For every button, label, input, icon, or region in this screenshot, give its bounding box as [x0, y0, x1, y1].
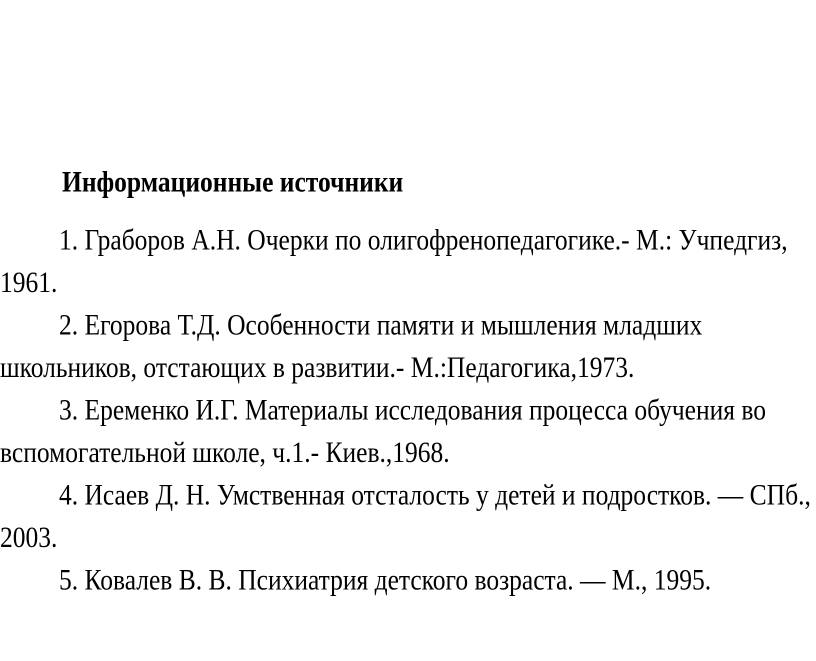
reference-3-line-2: вспомогательной школе, ч.1.- Киев.,1968. [0, 434, 450, 469]
reference-4-line-2: 2003. [0, 519, 58, 554]
section-heading: Информационные источники [62, 164, 404, 199]
reference-3-line-1: 3. Еременко И.Г. Материалы исследования процесса обучения во [59, 392, 767, 427]
reference-5-line-1: 5. Ковалев В. В. Психиатрия детского возраста. — М., 1995. [59, 562, 712, 597]
reference-2-line-1: 2. Егорова Т.Д. Особенности памяти и мышления младших [59, 307, 703, 342]
heading-spacer [0, 203, 816, 218]
bibliography-section [0, 161, 816, 601]
reference-2-line-2: школьников, отстающих в развитии.- М.:Педагогика,1973. [0, 349, 635, 385]
reference-1-line-1: 1. Граборов А.Н. Очерки по олигофренопедагогике.- М.: Учпедгиз, [59, 222, 788, 257]
reference-1-line-2: 1961. [0, 264, 58, 300]
reference-4-line-1: 4. Исаев Д. Н. Умственная отсталость у детей и подростков. — СПб., [59, 477, 811, 512]
